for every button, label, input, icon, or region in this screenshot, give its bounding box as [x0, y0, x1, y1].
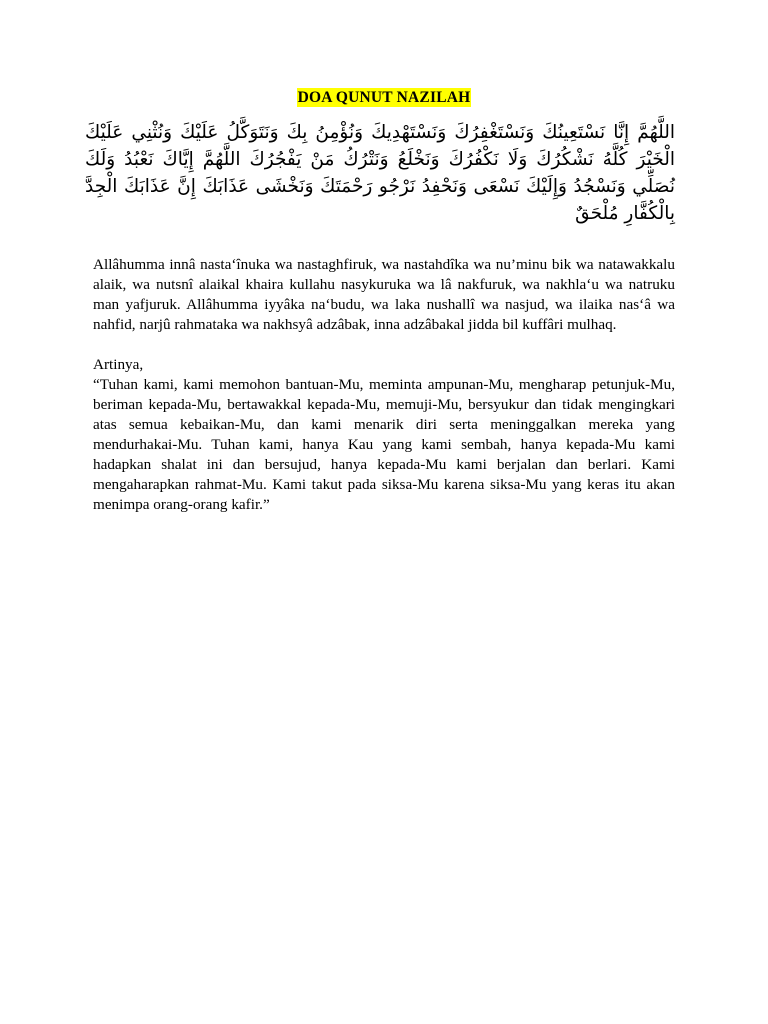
translation-paragraph: “Tuhan kami, kami memohon bantuan-Mu, meminta ampunan-Mu, mengharap petunjuk-Mu, beriman kepada-Mu, bertawakkal kepada-Mu, memuji-Mu, bersyukur dan tidak mengingkari atas semua kebaikan-Mu, dan kami menarik diri serta meninggalkan mereka yang mendurhakai-Mu. Tuhan kami, hanya Kau yang kami sembah, hanya kepada-Mu kami hadapkan shalat ini dan bersujud, hanya kepada-Mu kami berjalan dan berlari. Kami mengaharapkan rahmat-Mu. Kami takut pada siksa-Mu karena siksa-Mu yang keras itu akan menimpa orang-orang kafir.” — [93, 376, 675, 513]
meaning-label: Artinya, — [93, 356, 144, 373]
title-wrapper — [93, 88, 675, 107]
arabic-prayer-text: اللَّهُمَّ إِنَّا نَسْتَعِينُكَ وَنَسْتَغْفِرُكَ وَنَسْتَهْدِيكَ وَنُؤْمِنُ بِكَ وَنَتَوَكَّلُ عَلَيْكَ وَنُثْنِي عَلَيْكَ الْخَيْرَ كُلَّهُ نَشْكُرُكَ وَلَا نَكْفُرُكَ وَنَخْلَعُ وَنَتْرُكُ مَنْ يَفْجُرُكَ اللَّهُمَّ إِيَّاكَ نَعْبُدُ وَلَكَ نُصَلِّي وَنَسْجُدُ وَإِلَيْكَ نَسْعَى وَنَحْفِدُ نَرْجُو رَحْمَتَكَ وَنَخْشَى عَذَابَكَ إِنَّ عَذَابَكَ الْجِدَّ بِالْكُفَّارِ مُلْحَقٌ — [85, 122, 675, 224]
transliteration-paragraph: Allâhumma innâ nasta‘înuka wa nastaghfiruk, wa nastahdîka wa nu’minu bik wa natawakkalu alaik, wa nutsnî alaikal khaira kullahu nasykuruka wa lâ nakfuruk, wa nakhla‘u wa natruku man yafjuruk. Allâhumma iyyâka na‘budu, wa laka nushallî wa nasjud, wa ilaika nas‘â wa nahfid, narjû rahmataka wa nakhsyâ adzâbak, inna adzâbakal jidda bil kuffâri mulhaq. — [93, 256, 675, 333]
document-title: DOA QUNUT NAZILAH — [297, 89, 471, 106]
document-page — [85, 88, 675, 515]
